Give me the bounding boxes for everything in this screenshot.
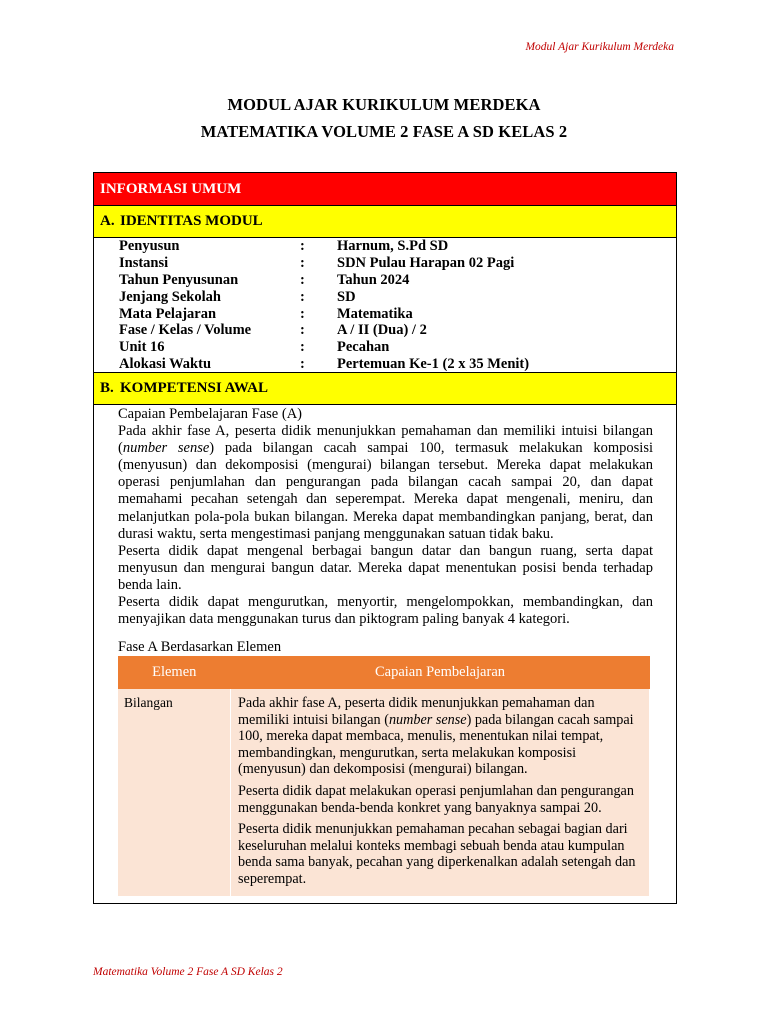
capaian-cell-paragraph-1 bbox=[238, 695, 641, 778]
identitas-colon: : bbox=[300, 271, 305, 288]
cp1-text: Pada akhir fase A, peserta didik menunjukkan pemahaman dan memiliki intuisi bilangan ( bbox=[238, 695, 595, 728]
section-b-label: KOMPETENSI AWAL bbox=[120, 380, 268, 396]
identitas-table bbox=[119, 238, 657, 373]
identitas-label: Instansi bbox=[119, 254, 169, 271]
identitas-row bbox=[119, 339, 657, 356]
identitas-colon: : bbox=[300, 339, 305, 356]
capaian-paragraph-2: Peserta didik dapat mengenal berbagai bangun datar dan bangun ruang, serta dapat menyusun dan mengurai bangun datar. Mereka dapat menentukan posisi benda terhadap benda lain. bbox=[118, 542, 653, 593]
identitas-colon: : bbox=[300, 305, 305, 322]
identitas-label: Mata Pelajaran bbox=[119, 305, 217, 322]
identitas-row bbox=[119, 238, 657, 255]
identitas-value: Pertemuan Ke-1 (2 x 35 Menit) bbox=[337, 356, 530, 373]
identitas-row bbox=[119, 306, 657, 323]
footer-note: Matematika Volume 2 Fase A SD Kelas 2 bbox=[93, 966, 283, 978]
header-note: Modul Ajar Kurikulum Merdeka bbox=[525, 41, 674, 53]
section-a-number: A. bbox=[100, 213, 115, 229]
fase-heading: Fase A Berdasarkan Elemen bbox=[118, 639, 282, 655]
identitas-label: Jenjang Sekolah bbox=[119, 288, 221, 305]
identitas-label: Alokasi Waktu bbox=[119, 356, 212, 373]
capaian-heading: Capaian Pembelajaran Fase (A) bbox=[118, 406, 302, 422]
identitas-colon: : bbox=[300, 254, 305, 271]
identitas-row bbox=[119, 356, 657, 373]
identitas-value: A / II (Dua) / 2 bbox=[337, 322, 427, 339]
section-a-band bbox=[94, 206, 676, 238]
identitas-value: Tahun 2024 bbox=[337, 271, 410, 288]
identitas-value: SDN Pulau Harapan 02 Pagi bbox=[337, 254, 515, 271]
identitas-value: Matematika bbox=[337, 305, 413, 322]
capaian-paragraph-3: Peserta didik dapat mengurutkan, menyortir, mengelompokkan, membandingkan, dan menyajikan data menggunakan turus dan piktogram paling banyak 4 kategori. bbox=[118, 594, 653, 628]
cp1-text-cont: ) pada bilangan cacah sampai 100, mereka dapat membaca, menulis, menentukan nilai tempat, membandingkan, mengurutkan, serta melakukan komposisi (menyusun) dan dekomposisi (mengurai) bilangan. bbox=[238, 711, 634, 778]
table-row bbox=[118, 689, 650, 896]
identitas-row bbox=[119, 255, 657, 272]
identitas-value: SD bbox=[337, 288, 356, 305]
table-cell-capaian bbox=[231, 689, 650, 896]
identitas-row bbox=[119, 272, 657, 289]
identitas-colon: : bbox=[300, 356, 305, 373]
identitas-row bbox=[119, 322, 657, 339]
capaian-cell-paragraph-2: Peserta didik dapat melakukan operasi penjumlahan dan pengurangan menggunakan benda-benda konkret yang banyaknya sampai 20. bbox=[238, 782, 634, 816]
section-a-label: IDENTITAS MODUL bbox=[120, 213, 263, 229]
identitas-label: Unit 16 bbox=[119, 339, 165, 356]
capaian-p1-text: Pada akhir fase A, peserta didik menunjukkan pemahaman dan memiliki intuisi bilangan ( bbox=[118, 423, 653, 457]
document-subtitle: MATEMATIKA VOLUME 2 FASE A SD KELAS 2 bbox=[200, 122, 568, 141]
capaian-p1-italic: number sense bbox=[122, 440, 210, 457]
identitas-row bbox=[119, 289, 657, 306]
cp1-italic: number sense bbox=[388, 711, 467, 728]
informasi-umum-band: INFORMASI UMUM bbox=[94, 173, 676, 206]
identitas-value: Pecahan bbox=[337, 339, 390, 356]
identitas-colon: : bbox=[300, 238, 305, 254]
section-b-number: B. bbox=[100, 380, 114, 396]
section-b-band bbox=[94, 372, 676, 405]
table-header-capaian: Capaian Pembelajaran bbox=[231, 656, 650, 689]
capaian-section bbox=[118, 404, 653, 628]
table-header-elemen: Elemen bbox=[118, 656, 231, 689]
table-cell-elemen: Bilangan bbox=[118, 689, 231, 896]
capaian-paragraph-1 bbox=[118, 423, 653, 543]
capaian-p1-text-cont: ) pada bilangan cacah sampai 100, termasuk melakukan komposisi (menyusun) dan dekomposisi (mengurai) bilangan tersebut. Mereka dapat melakukan operasi penjumlahan dan pengurangan pada bilangan cacah sampai 20, dan dapat memahami pecahan setengah dan seperempat. Mereka dapat mengenali, meniru, dan melanjutkan pola-pola bukan bilangan. Mereka dapat membandingkan panjang, berat, dan durasi waktu, serta mengestimasi panjang menggunakan satuan tidak baku. bbox=[118, 440, 653, 542]
table-header-row bbox=[118, 656, 650, 689]
identitas-label: Penyusun bbox=[119, 238, 180, 254]
elemen-table bbox=[118, 656, 650, 896]
document-title: MODUL AJAR KURIKULUM MERDEKA bbox=[227, 95, 541, 114]
identitas-label: Fase / Kelas / Volume bbox=[119, 322, 252, 339]
identitas-colon: : bbox=[300, 288, 305, 305]
identitas-colon: : bbox=[300, 322, 305, 339]
identitas-label: Tahun Penyusunan bbox=[119, 271, 239, 288]
identitas-value: Harnum, S.Pd SD bbox=[337, 238, 449, 254]
capaian-cell-paragraph-3: Peserta didik menunjukkan pemahaman pecahan sebagai bagian dari keseluruhan melalui konteks membagi sebuah benda atau kumpulan benda sama banyak, pecahan yang diperkenalkan adalah setengah dan seperempat. bbox=[238, 821, 636, 887]
